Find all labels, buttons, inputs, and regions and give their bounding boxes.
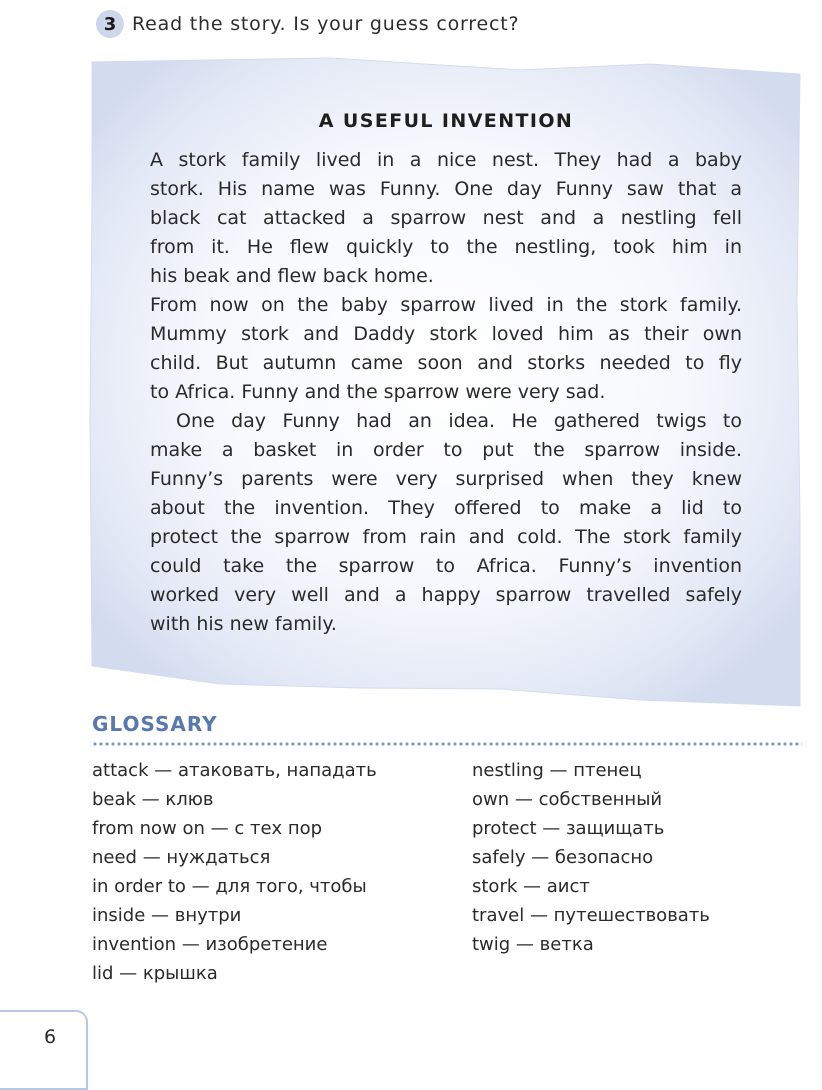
glossary-item: invention — изобретение: [92, 934, 328, 955]
glossary-item: travel — путешествовать: [472, 905, 710, 926]
story-line: from it. He flew quickly to the nestling, took him in: [150, 236, 742, 258]
glossary-item: need — нуждаться: [92, 847, 271, 868]
story-line: make a basket in order to put the sparrow inside.: [150, 439, 742, 461]
glossary-item: nestling — птенец: [472, 760, 642, 781]
glossary-item: from now on — с тех пор: [92, 818, 323, 839]
glossary-item: beak — клюв: [92, 789, 214, 810]
story-line: to Africa. Funny and the sparrow were very sad.: [150, 381, 606, 403]
task-number-badge: 3: [96, 10, 124, 38]
glossary-item: safely — безопасно: [472, 847, 654, 868]
task-header: [96, 8, 519, 40]
glossary-column-left: [92, 756, 377, 988]
glossary-item: attack — атаковать, нападать: [92, 760, 377, 781]
story-line: black cat attacked a sparrow nest and a nestling fell: [150, 207, 742, 229]
glossary-column-right: [472, 756, 710, 959]
story-line: worked very well and a happy sparrow travelled safely: [150, 584, 742, 606]
dotted-divider: [92, 741, 802, 747]
story-line: Mummy stork and Daddy stork loved him as their own: [150, 323, 742, 345]
story-line: about the invention. They offered to make a lid to: [150, 497, 742, 519]
page-number-tab: [0, 1010, 88, 1090]
story-text: [150, 146, 742, 639]
story-line: child. But autumn came soon and storks needed to fly: [150, 352, 742, 374]
story-line: stork. His name was Funny. One day Funny saw that a: [150, 178, 742, 200]
glossary-item: protect — защищать: [472, 818, 665, 839]
glossary-item: inside — внутри: [92, 905, 242, 926]
glossary-title: GLOSSARY: [92, 712, 218, 736]
story-line: his beak and flew back home.: [150, 265, 434, 287]
story-line: protect the sparrow from rain and cold. The stork family: [150, 526, 742, 548]
glossary-item: own — собственный: [472, 789, 663, 810]
task-instruction: Read the story. Is your guess correct?: [132, 13, 520, 35]
story-line: could take the sparrow to Africa. Funny’s invention: [150, 555, 742, 577]
page-number: 6: [44, 1026, 57, 1048]
glossary-item: twig — ветка: [472, 934, 594, 955]
story-line: Funny’s parents were very surprised when they knew: [150, 468, 742, 490]
glossary-item: in order to — для того, чтобы: [92, 876, 367, 897]
story-title: A USEFUL INVENTION: [318, 110, 574, 132]
story-line: One day Funny had an idea. He gathered twigs to: [176, 410, 742, 432]
glossary-item: stork — аист: [472, 876, 590, 897]
glossary-item: lid — крышка: [92, 963, 218, 984]
story-line: A stork family lived in a nice nest. They had a baby: [150, 149, 742, 171]
story-line: From now on the baby sparrow lived in the stork family.: [150, 294, 742, 316]
story-line: with his new family.: [150, 613, 337, 635]
